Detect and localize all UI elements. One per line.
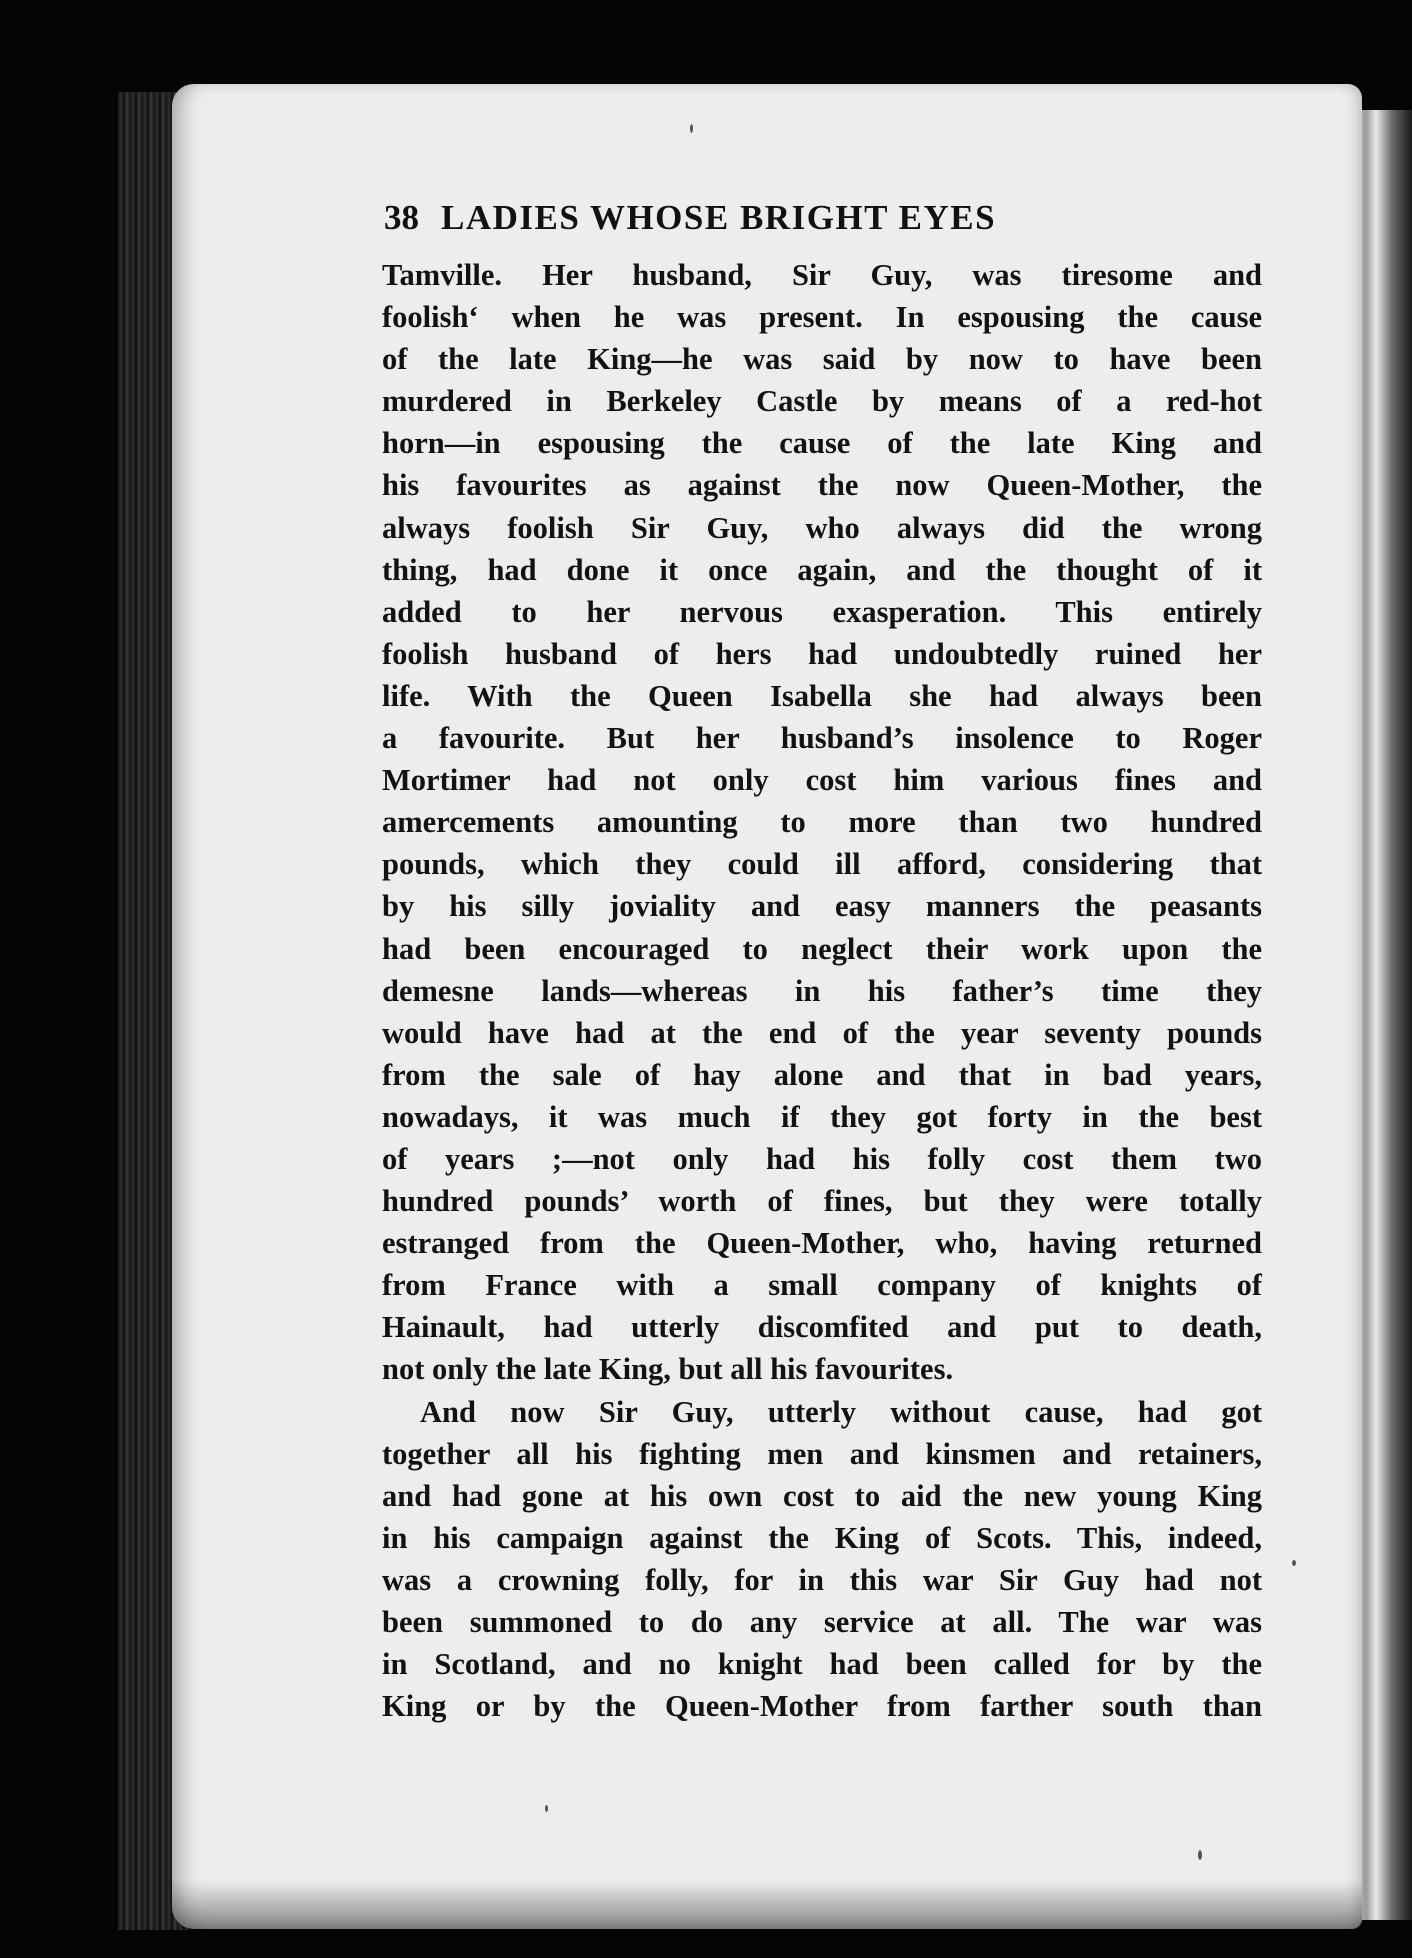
page-number: 38 [384, 198, 419, 237]
text-line: of years ;—not only had his folly cost them two [382, 1141, 1262, 1176]
dust-speck [1198, 1850, 1202, 1860]
text-line: And now Sir Guy, utterly without cause, had got [420, 1394, 1262, 1429]
text-line: his favourites as against the now Queen-Mother, the [382, 468, 1262, 503]
text-line: Tamville. Her husband, Sir Guy, was tiresome and [382, 258, 1262, 292]
dust-speck [545, 1805, 548, 1812]
text-line: foolish husband of hers had undoubtedly ruined her [382, 636, 1262, 671]
text-line: in his campaign against the King of Scots. This, indeed, [382, 1520, 1262, 1555]
text-line: of the late King—he was said by now to have been [382, 342, 1262, 377]
text-line: was a crowning folly, for in this war Sir Guy had not [382, 1562, 1262, 1597]
running-title: LADIES WHOSE BRIGHT EYES [441, 198, 997, 237]
text-line: estranged from the Queen-Mother, who, having returned [382, 1226, 1262, 1261]
text-line: from France with a small company of knights of [382, 1268, 1262, 1303]
text-line: had been encouraged to neglect their work upon the [382, 931, 1262, 966]
text-line: thing, had done it once again, and the thought of it [382, 552, 1262, 587]
text-line: in Scotland, and no knight had been called for by the [382, 1647, 1262, 1682]
text-line: from the sale of hay alone and that in bad years, [382, 1057, 1262, 1092]
text-line: demesne lands—whereas in his father’s time they [382, 973, 1262, 1008]
text-line: pounds, which they could ill afford, considering that [382, 847, 1262, 882]
text-line: horn—in espousing the cause of the late King and [382, 426, 1262, 461]
text-line: by his silly joviality and easy manners the peasants [382, 889, 1262, 924]
text-line: not only the late King, but all his favourites. [382, 1352, 954, 1387]
text-line: nowadays, it was much if they got forty in the best [382, 1099, 1262, 1134]
text-line: been summoned to do any service at all. The war was [382, 1605, 1262, 1639]
paragraph-2 [382, 1391, 1262, 1728]
dust-speck [1292, 1560, 1296, 1566]
text-line: Hainault, had utterly discomfited and put to death, [382, 1310, 1262, 1345]
text-line: always foolish Sir Guy, who always did the wrong [382, 510, 1262, 545]
text-line: Mortimer had not only cost him various fines and [382, 763, 1262, 798]
text-line: foolish‘ when he was present. In espousing the cause [382, 300, 1262, 335]
text-line: King or by the Queen-Mother from farther south than [382, 1689, 1262, 1724]
text-line: life. With the Queen Isabella she had always been [382, 678, 1262, 713]
page-bottom-shadow [172, 1880, 1362, 1930]
page-body-text [382, 254, 1262, 1727]
text-line: would have had at the end of the year seventy pounds [382, 1015, 1262, 1050]
text-line: together all his fighting men and kinsmen and retainers, [382, 1436, 1262, 1471]
text-line: amercements amounting to more than two hundred [382, 805, 1262, 840]
dust-speck [690, 124, 693, 133]
text-line: hundred pounds’ worth of fines, but they were totally [382, 1184, 1262, 1219]
paragraph-1 [382, 254, 1262, 1391]
text-line: and had gone at his own cost to aid the new young King [382, 1478, 1262, 1513]
text-line: added to her nervous exasperation. This entirely [382, 594, 1262, 629]
running-header [384, 198, 1264, 248]
text-line: murdered in Berkeley Castle by means of a red-hot [382, 384, 1262, 419]
text-line: a favourite. But her husband’s insolence to Roger [382, 721, 1262, 756]
